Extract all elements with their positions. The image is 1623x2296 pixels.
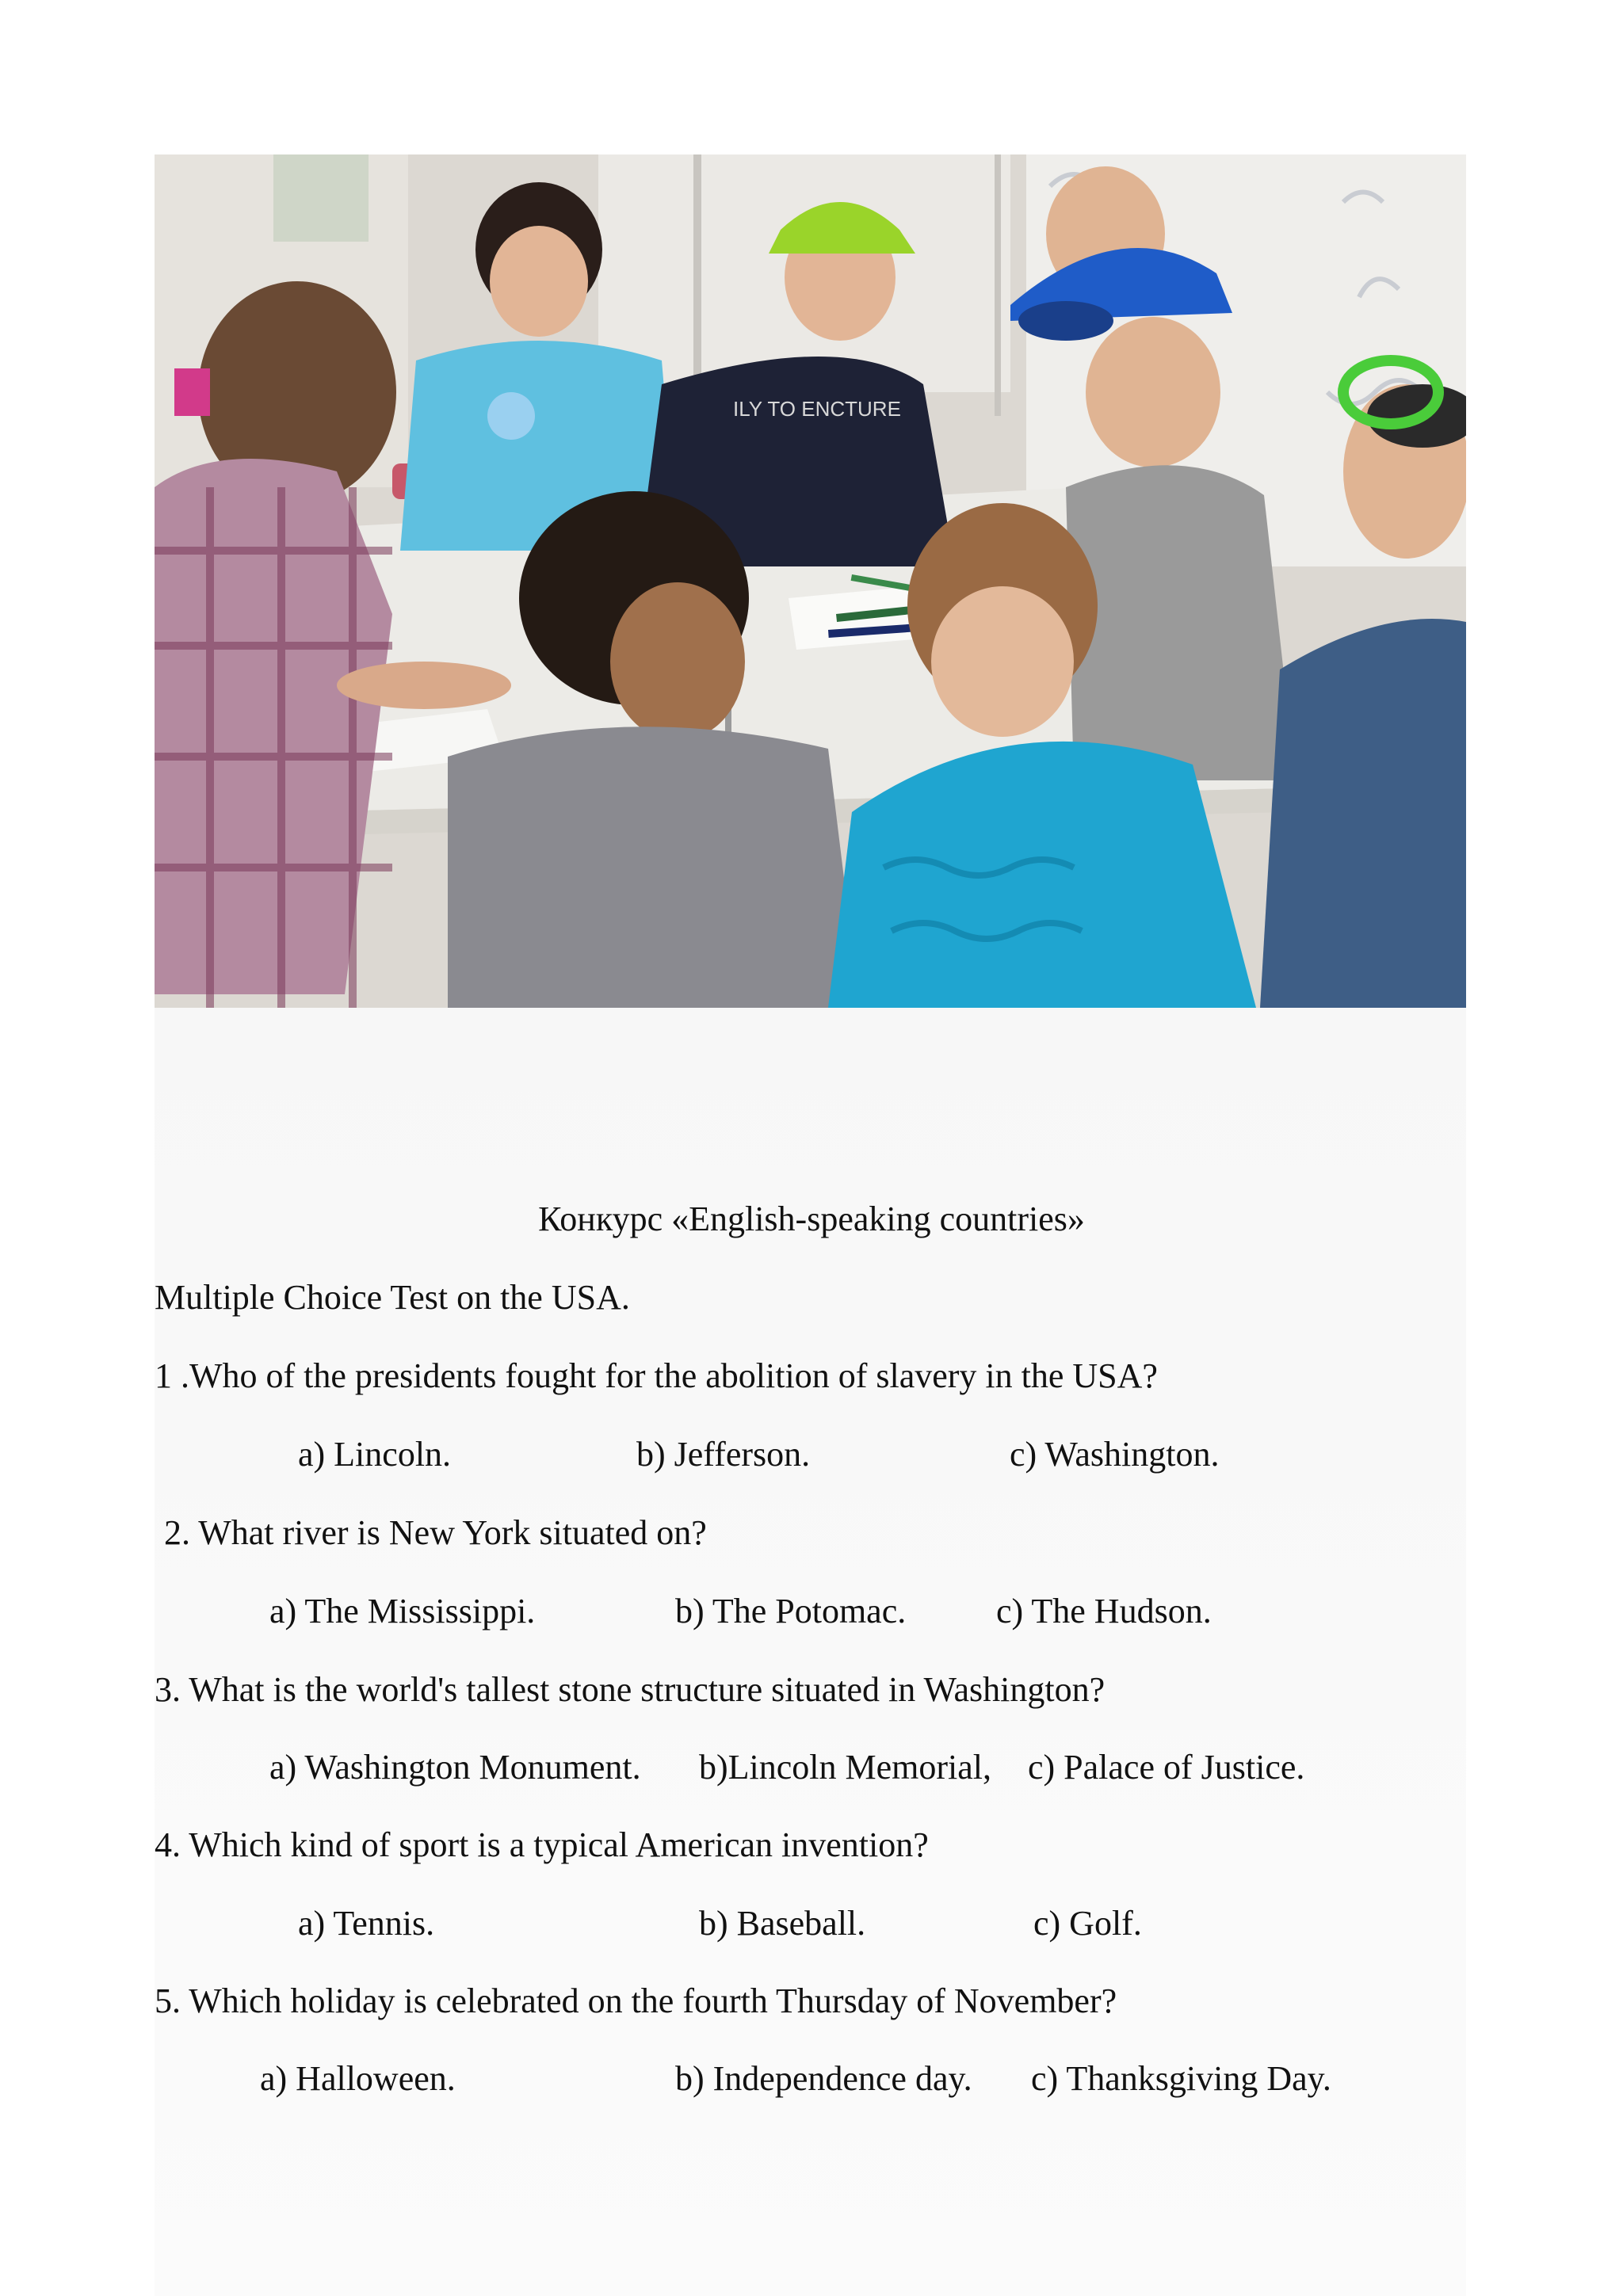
question-4-option-a: a) Tennis. <box>298 1904 435 1943</box>
question-3-option-b: b)Lincoln Memorial, <box>699 1748 992 1787</box>
question-1-option-b: b) Jefferson. <box>636 1435 811 1474</box>
svg-text:ILY TO ENCTURE: ILY TO ENCTURE <box>733 397 901 421</box>
question-2: 2. What river is New York situated on? <box>164 1513 707 1552</box>
question-5-option-b: b) Independence day. <box>675 2059 972 2098</box>
question-1-option-a: a) Lincoln. <box>298 1435 452 1474</box>
question-1-option-c: c) Washington. <box>1010 1435 1220 1474</box>
question-5: 5. Which holiday is celebrated on the fourth Thursday of November? <box>155 1981 1117 2020</box>
question-3-option-c: c) Palace of Justice. <box>1028 1748 1305 1787</box>
test-subtitle: Multiple Choice Test on the USA. <box>155 1278 630 1317</box>
question-2-option-a: a) The Mississippi. <box>269 1592 536 1630</box>
question-4: 4. Which kind of sport is a typical American invention? <box>155 1825 929 1864</box>
question-4-option-b: b) Baseball. <box>699 1904 866 1943</box>
classroom-photo <box>155 154 1466 1008</box>
question-2-option-c: c) The Hudson. <box>996 1592 1212 1630</box>
question-3: 3. What is the world's tallest stone structure situated in Washington? <box>155 1670 1106 1709</box>
question-5-option-a: a) Halloween. <box>260 2059 456 2098</box>
question-5-option-c: c) Thanksgiving Day. <box>1031 2059 1331 2098</box>
question-4-option-c: c) Golf. <box>1033 1904 1142 1943</box>
question-1: 1 .Who of the presidents fought for the abolition of slavery in the USA? <box>155 1356 1158 1395</box>
question-3-option-a: a) Washington Monument. <box>269 1748 641 1787</box>
question-2-option-b: b) The Potomac. <box>675 1592 907 1630</box>
page-title: Конкурс «English-speaking countries» <box>538 1199 1085 1238</box>
